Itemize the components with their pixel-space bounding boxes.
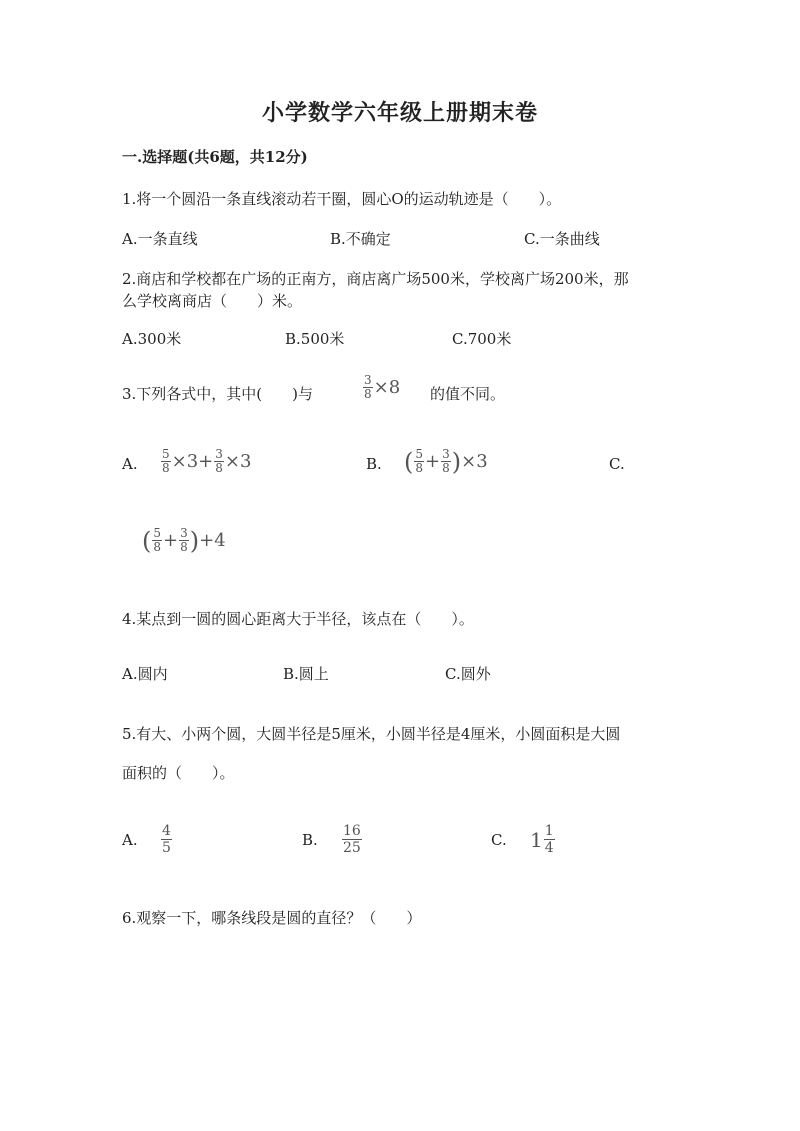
q3b-plus: + [425,451,441,472]
q3c-frac2-den: 8 [180,540,188,554]
q3-reference-expression [362,374,400,401]
q3c-tail: +4 [199,530,226,551]
q3c-plus: + [163,530,179,551]
q5-option-b-label[interactable]: B. [302,831,318,849]
q3b-frac1-den: 8 [415,461,424,475]
q3b-tail: ×3 [461,451,488,472]
q3a-term2: ×3 [224,451,252,472]
q5-option-c-label[interactable]: C. [491,831,507,849]
q4-option-c[interactable]: C.圆外 [445,665,491,683]
question-5-line-1: 5.有大、小两个圆，大圆半径是5厘米，小圆半径是4厘米，小圆面积是大圆 [122,725,621,743]
q3-ref-factor: 8 [388,377,401,398]
question-2-line-1: 2.商店和学校都在广场的正南方，商店离广场500米，学校离广场200米，那 [122,270,629,288]
q5-option-c-value [530,823,556,856]
question-1: 1.将一个圆沿一条直线滚动若干圈，圆心O的运动轨迹是（ ）。 [122,190,562,208]
q3a-frac2-den: 8 [215,461,223,475]
q3b-frac2-den: 8 [442,461,450,475]
q5-option-a-value [160,823,173,856]
q1-option-b[interactable]: B.不确定 [330,230,391,248]
q2-option-b[interactable]: B.500米 [285,330,345,348]
q3b-frac2-num: 3 [442,447,450,461]
q4-option-b[interactable]: B.圆上 [283,665,329,683]
q2-option-c[interactable]: C.700米 [452,330,512,348]
question-3-prefix: 3.下列各式中，其中( )与 [122,385,314,403]
q3-option-c-label[interactable]: C. [609,455,625,473]
q5c-numerator: 1 [544,823,554,839]
q3c-frac1-num: 5 [153,526,162,540]
q3c-frac1-den: 8 [153,540,162,554]
question-3-suffix: 的值不同。 [430,385,506,403]
q4-option-a[interactable]: A.圆内 [122,665,168,683]
question-2-line-2: 么学校离商店（ ）米。 [122,292,303,310]
q1-option-a[interactable]: A.一条直线 [122,230,198,248]
question-5-line-2: 面积的（ ）。 [122,764,235,782]
q3b-close-paren: ) [451,447,462,476]
q3-option-c-expression [142,527,226,554]
q3a-term1: ×3+ [171,451,214,472]
q3b-frac1-num: 5 [415,447,424,461]
section-heading: 一.选择题(共6题，共12分) [122,148,308,166]
q5c-denominator: 4 [544,840,554,856]
question-6: 6.观察一下，哪条线段是圆的直径？（ ） [122,909,422,927]
q3-ref-denominator: 8 [364,387,372,401]
q3-option-a-expression [160,448,251,475]
q3b-open-paren: ( [404,447,414,476]
q3-option-b-expression [404,448,488,475]
q5a-denominator: 5 [162,840,171,856]
q5a-numerator: 4 [162,823,171,839]
q5c-whole: 1 [530,827,543,852]
q3c-frac2-num: 3 [180,526,188,540]
q5b-denominator: 25 [343,840,361,856]
q1-option-c[interactable]: C.一条曲线 [524,230,600,248]
q5-option-b-value [341,823,363,856]
q3-option-b-label[interactable]: B. [366,455,382,473]
question-4: 4.某点到一圆的圆心距离大于半径，该点在（ ）。 [122,610,474,628]
q3c-close-paren: ) [189,526,200,555]
q3a-frac1-den: 8 [162,461,170,475]
q3a-frac2-num: 3 [215,447,223,461]
q3-ref-numerator: 3 [364,373,372,387]
q3c-open-paren: ( [142,526,152,555]
q5-option-a-label[interactable]: A. [122,831,138,849]
q2-option-a[interactable]: A.300米 [122,330,182,348]
q3-option-a-label[interactable]: A. [122,455,138,473]
q5b-numerator: 16 [343,823,361,839]
q3-ref-times: × [373,377,389,398]
page-title: 小学数学六年级上册期末卷 [261,100,538,126]
q3a-frac1-num: 5 [162,447,170,461]
